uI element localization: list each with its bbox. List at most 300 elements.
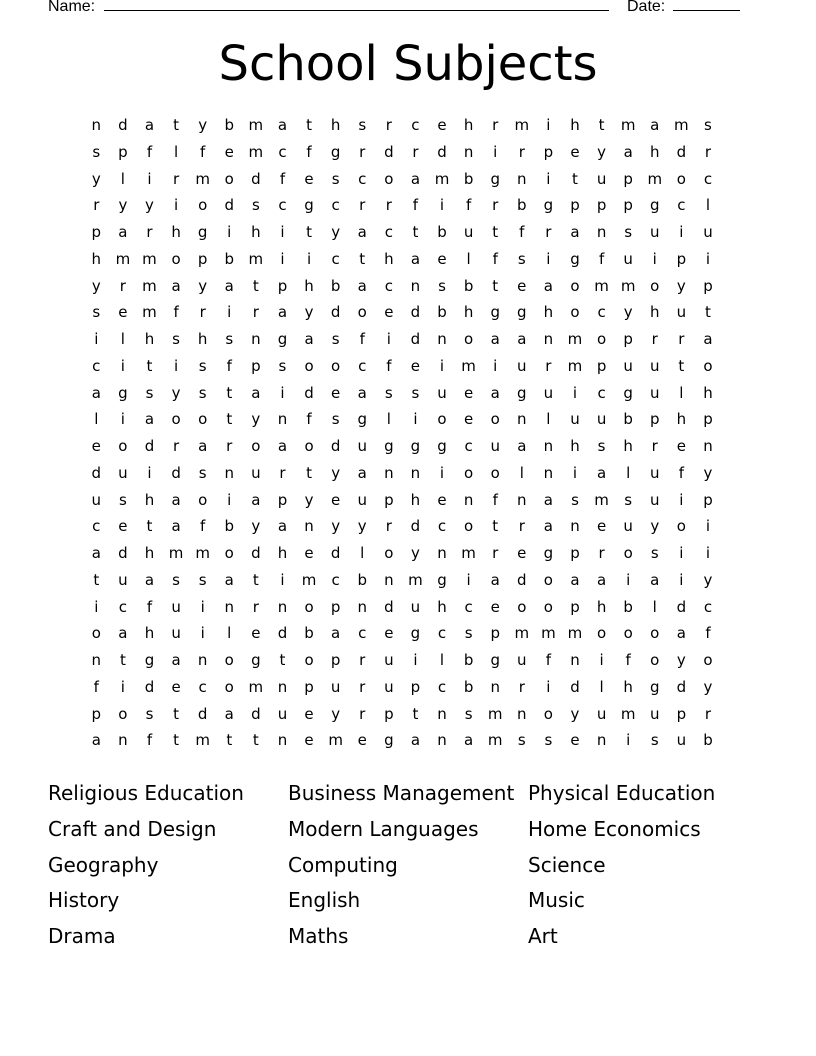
- grid-letter: o: [437, 410, 447, 429]
- grid-letter: n: [437, 544, 447, 562]
- grid-letter: l: [360, 544, 365, 562]
- grid-letter: m: [594, 276, 609, 295]
- grid-letter: o: [464, 330, 474, 348]
- grid-letter: h: [384, 249, 394, 268]
- grid-letter: b: [437, 223, 447, 241]
- grid-letter: f: [200, 142, 206, 161]
- grid-letter: t: [306, 463, 312, 482]
- name-blank-line: [104, 10, 609, 11]
- grid-letter: a: [224, 570, 234, 589]
- grid-letter: b: [463, 651, 474, 669]
- grid-letter: i: [94, 597, 99, 616]
- grid-letter: c: [118, 597, 128, 616]
- grid-letter: o: [650, 276, 660, 295]
- grid-letter: d: [197, 704, 208, 723]
- grid-letter: p: [410, 677, 421, 696]
- grid-letter: t: [572, 169, 578, 188]
- grid-letter: y: [198, 116, 208, 134]
- grid-letter: n: [224, 463, 235, 482]
- grid-letter: o: [517, 597, 527, 616]
- grid-letter: r: [704, 142, 712, 161]
- grid-letter: n: [384, 463, 394, 482]
- grid-letter: o: [543, 704, 553, 723]
- letter-grid: [83, 112, 721, 754]
- grid-letter: a: [410, 249, 421, 268]
- grid-letter: r: [598, 544, 605, 562]
- grid-letter: n: [570, 651, 580, 669]
- grid-letter: s: [517, 731, 526, 750]
- grid-letter: d: [330, 544, 341, 562]
- grid-letter: t: [146, 517, 153, 536]
- grid-letter: o: [650, 624, 660, 643]
- grid-letter: c: [597, 383, 606, 402]
- grid-letter: f: [226, 356, 232, 375]
- grid-letter: m: [514, 624, 530, 643]
- grid-letter: e: [676, 437, 686, 455]
- grid-letter: m: [461, 544, 476, 562]
- grid-letter: a: [304, 330, 314, 348]
- grid-letter: h: [463, 303, 474, 322]
- grid-letter: o: [490, 410, 500, 429]
- grid-letter: u: [650, 704, 660, 723]
- grid-letter: n: [490, 677, 500, 696]
- grid-letter: m: [620, 276, 636, 295]
- grid-letter: p: [570, 544, 580, 562]
- grid-letter: u: [490, 437, 500, 455]
- grid-letter: m: [142, 249, 157, 268]
- grid-letter: o: [224, 169, 234, 188]
- grid-letter: r: [518, 677, 525, 696]
- grid-letter: e: [517, 544, 527, 562]
- grid-letter: t: [412, 223, 419, 241]
- grid-letter: b: [623, 410, 633, 429]
- grid-letter: a: [517, 330, 527, 348]
- grid-letter: g: [543, 196, 554, 215]
- grid-letter: o: [304, 356, 314, 375]
- grid-letter: l: [386, 410, 391, 429]
- grid-letter: m: [567, 356, 583, 375]
- grid-letter: i: [546, 677, 551, 696]
- grid-letter: n: [463, 142, 474, 161]
- grid-letter: t: [226, 410, 233, 429]
- grid-letter: h: [623, 437, 633, 455]
- grid-letter: h: [171, 223, 181, 241]
- grid-letter: s: [571, 490, 579, 509]
- grid-letter: a: [277, 116, 288, 134]
- grid-letter: a: [464, 731, 474, 750]
- grid-letter: p: [330, 651, 341, 669]
- grid-letter: n: [596, 223, 607, 241]
- grid-letter: t: [492, 276, 499, 295]
- grid-letter: h: [570, 116, 580, 134]
- grid-letter: s: [331, 410, 340, 429]
- grid-letter: u: [650, 383, 660, 402]
- word-list-item: Business Management: [288, 781, 515, 805]
- grid-letter: i: [705, 544, 711, 562]
- grid-letter: b: [703, 731, 713, 750]
- word-list-item: Computing: [288, 852, 398, 877]
- grid-letter: s: [198, 383, 207, 402]
- grid-letter: y: [251, 410, 261, 429]
- grid-letter: r: [252, 303, 259, 322]
- grid-letter: u: [384, 651, 394, 669]
- grid-letter: r: [545, 356, 552, 375]
- grid-letter: n: [197, 651, 208, 669]
- grid-letter: h: [463, 116, 474, 134]
- grid-letter: d: [330, 437, 341, 455]
- grid-letter: c: [331, 570, 340, 589]
- grid-letter: i: [280, 570, 285, 589]
- grid-letter: r: [412, 142, 419, 161]
- grid-letter: t: [598, 116, 605, 134]
- grid-letter: y: [650, 517, 660, 536]
- grid-letter: p: [623, 196, 633, 215]
- grid-letter: y: [703, 463, 713, 482]
- grid-letter: r: [146, 223, 153, 241]
- grid-letter: c: [278, 142, 287, 161]
- grid-letter: o: [570, 276, 580, 295]
- grid-letter: o: [171, 410, 181, 429]
- grid-letter: d: [410, 330, 421, 348]
- grid-letter: u: [118, 570, 128, 589]
- grid-letter: u: [703, 223, 713, 241]
- grid-letter: n: [517, 169, 527, 188]
- grid-letter: h: [543, 303, 554, 322]
- grid-letter: t: [93, 570, 100, 589]
- grid-letter: e: [490, 597, 500, 616]
- grid-letter: t: [306, 116, 312, 134]
- word-list: [48, 776, 768, 955]
- grid-letter: i: [227, 490, 232, 509]
- grid-letter: b: [330, 276, 341, 295]
- grid-letter: o: [490, 463, 500, 482]
- grid-letter: n: [570, 517, 580, 536]
- grid-letter: g: [197, 223, 208, 241]
- grid-letter: o: [224, 677, 234, 696]
- grid-letter: a: [570, 570, 580, 589]
- grid-letter: t: [226, 383, 233, 402]
- grid-letter: g: [304, 196, 314, 215]
- grid-letter: g: [277, 330, 288, 348]
- grid-letter: a: [277, 303, 288, 322]
- grid-letter: r: [199, 303, 206, 322]
- grid-letter: s: [384, 383, 393, 402]
- grid-letter: o: [703, 356, 713, 375]
- grid-letter: g: [517, 383, 527, 402]
- grid-letter: g: [410, 437, 421, 455]
- grid-letter: b: [623, 597, 633, 616]
- word-list-item: English: [288, 888, 361, 913]
- grid-letter: d: [676, 677, 687, 696]
- grid-letter: o: [623, 544, 633, 562]
- grid-letter: o: [304, 651, 314, 669]
- grid-letter: p: [623, 169, 633, 188]
- grid-letter: d: [437, 142, 447, 161]
- grid-letter: e: [224, 142, 234, 161]
- grid-letter: i: [546, 169, 551, 188]
- grid-letter: h: [437, 597, 447, 616]
- grid-letter: i: [227, 303, 232, 322]
- grid-letter: n: [543, 437, 554, 455]
- grid-letter: n: [437, 330, 447, 348]
- grid-letter: u: [384, 677, 394, 696]
- grid-letter: c: [92, 517, 101, 536]
- grid-letter: c: [703, 597, 713, 616]
- grid-letter: a: [171, 517, 181, 536]
- grid-letter: e: [463, 383, 474, 402]
- grid-letter: y: [91, 276, 101, 295]
- grid-letter: n: [224, 597, 235, 616]
- grid-letter: e: [331, 490, 341, 509]
- grid-letter: p: [384, 704, 394, 723]
- grid-letter: p: [251, 356, 261, 375]
- grid-letter: o: [198, 196, 208, 215]
- grid-letter: r: [518, 517, 525, 536]
- grid-letter: c: [278, 196, 287, 215]
- grid-letter: p: [384, 490, 394, 509]
- grid-letter: y: [304, 490, 314, 509]
- grid-letter: u: [676, 731, 687, 750]
- grid-letter: e: [463, 410, 474, 429]
- grid-letter: a: [91, 383, 101, 402]
- grid-letter: n: [118, 731, 128, 750]
- grid-letter: p: [304, 677, 314, 696]
- grid-letter: n: [304, 517, 314, 536]
- grid-letter: n: [517, 704, 527, 723]
- grid-letter: u: [623, 356, 633, 375]
- grid-letter: g: [437, 437, 447, 455]
- grid-letter: h: [330, 116, 341, 134]
- grid-letter: l: [679, 383, 684, 402]
- grid-letter: m: [248, 249, 264, 268]
- grid-letter: m: [434, 169, 450, 188]
- grid-letter: i: [147, 169, 152, 188]
- grid-letter: c: [677, 196, 686, 215]
- grid-letter: i: [626, 731, 631, 750]
- grid-letter: i: [679, 223, 684, 241]
- grid-letter: s: [411, 383, 420, 402]
- grid-letter: i: [466, 570, 471, 589]
- grid-letter: r: [119, 276, 126, 295]
- grid-letter: t: [173, 731, 180, 750]
- grid-letter: p: [570, 597, 580, 616]
- grid-letter: o: [676, 169, 686, 188]
- grid-letter: c: [703, 169, 713, 188]
- grid-letter: s: [331, 169, 340, 188]
- grid-letter: l: [546, 410, 551, 429]
- grid-letter: f: [173, 303, 179, 322]
- grid-letter: r: [385, 116, 392, 134]
- grid-letter: f: [519, 223, 525, 241]
- grid-letter: s: [650, 731, 659, 750]
- grid-letter: h: [623, 677, 633, 696]
- grid-letter: i: [200, 597, 205, 616]
- grid-letter: l: [626, 463, 631, 482]
- word-list-item: Craft and Design: [48, 816, 217, 841]
- grid-letter: a: [596, 463, 607, 482]
- grid-letter: y: [198, 276, 208, 295]
- grid-letter: n: [437, 731, 447, 750]
- grid-letter: g: [490, 169, 500, 188]
- grid-letter: b: [224, 116, 235, 134]
- word-list-item: Art: [528, 924, 558, 948]
- grid-letter: d: [224, 196, 235, 215]
- grid-letter: e: [570, 731, 580, 750]
- grid-letter: t: [252, 731, 259, 750]
- grid-letter: m: [195, 731, 210, 750]
- grid-letter: h: [144, 624, 155, 643]
- grid-letter: n: [357, 597, 367, 616]
- grid-letter: o: [464, 463, 474, 482]
- grid-letter: p: [197, 249, 208, 268]
- grid-letter: r: [545, 223, 552, 241]
- grid-letter: n: [251, 330, 261, 348]
- grid-letter: y: [410, 544, 420, 562]
- grid-letter: s: [704, 116, 712, 134]
- grid-letter: n: [277, 677, 288, 696]
- grid-letter: n: [543, 330, 554, 348]
- grid-letter: p: [91, 223, 102, 241]
- grid-letter: g: [490, 303, 500, 322]
- grid-letter: g: [144, 651, 155, 669]
- name-label: Name:: [48, 0, 96, 15]
- grid-letter: i: [94, 330, 99, 348]
- header: [48, 0, 748, 18]
- grid-letter: s: [145, 383, 154, 402]
- grid-letter: a: [277, 437, 288, 455]
- grid-letter: u: [277, 704, 288, 723]
- grid-letter: f: [598, 249, 605, 268]
- grid-letter: f: [625, 651, 631, 669]
- grid-letter: a: [91, 731, 101, 750]
- grid-letter: u: [437, 383, 447, 402]
- grid-letter: o: [224, 651, 234, 669]
- grid-letter: p: [490, 624, 500, 643]
- grid-letter: r: [704, 704, 712, 723]
- grid-letter: r: [651, 437, 658, 455]
- grid-letter: a: [251, 383, 261, 402]
- grid-letter: y: [676, 651, 686, 669]
- grid-letter: g: [410, 624, 421, 643]
- grid-letter: o: [304, 597, 314, 616]
- grid-letter: c: [437, 677, 447, 696]
- grid-letter: n: [596, 731, 607, 750]
- grid-letter: i: [572, 463, 578, 482]
- grid-letter: m: [248, 142, 264, 161]
- grid-letter: e: [517, 276, 527, 295]
- grid-letter: s: [438, 276, 446, 295]
- grid-letter: s: [172, 330, 180, 348]
- grid-letter: p: [650, 410, 660, 429]
- word-list-item: Home Economics: [528, 816, 701, 841]
- grid-letter: d: [384, 597, 394, 616]
- grid-letter: p: [118, 142, 128, 161]
- grid-letter: g: [330, 142, 341, 161]
- grid-letter: s: [358, 116, 367, 134]
- grid-letter: y: [597, 142, 607, 161]
- grid-letter: i: [173, 196, 179, 215]
- grid-letter: m: [594, 490, 609, 509]
- grid-letter: d: [91, 463, 102, 482]
- grid-letter: g: [623, 383, 633, 402]
- grid-letter: y: [703, 570, 713, 589]
- grid-letter: f: [705, 624, 711, 643]
- grid-letter: h: [570, 437, 580, 455]
- grid-letter: m: [142, 303, 157, 322]
- word-list-item: Drama: [48, 924, 116, 948]
- grid-letter: u: [676, 303, 687, 322]
- grid-letter: i: [386, 330, 391, 348]
- grid-letter: o: [91, 624, 101, 643]
- grid-letter: e: [437, 490, 447, 509]
- grid-letter: s: [251, 196, 260, 215]
- grid-letter: y: [331, 223, 341, 241]
- grid-letter: n: [277, 597, 288, 616]
- grid-letter: t: [705, 303, 711, 322]
- grid-letter: a: [650, 570, 660, 589]
- grid-letter: g: [357, 410, 367, 429]
- grid-letter: u: [118, 463, 128, 482]
- grid-letter: d: [517, 570, 527, 589]
- grid-letter: i: [679, 570, 684, 589]
- grid-letter: h: [91, 249, 102, 268]
- grid-letter: e: [596, 517, 607, 536]
- grid-letter: f: [306, 142, 312, 161]
- grid-letter: c: [384, 223, 393, 241]
- grid-letter: m: [567, 330, 583, 348]
- grid-letter: m: [487, 731, 503, 750]
- grid-letter: u: [650, 463, 660, 482]
- grid-letter: t: [226, 731, 233, 750]
- grid-letter: i: [306, 249, 312, 268]
- grid-letter: e: [251, 624, 261, 643]
- grid-letter: n: [277, 410, 288, 429]
- grid-letter: h: [596, 597, 607, 616]
- grid-letter: r: [651, 330, 658, 348]
- grid-letter: u: [171, 597, 181, 616]
- grid-letter: a: [596, 570, 607, 589]
- grid-letter: b: [517, 196, 527, 215]
- grid-letter: a: [118, 223, 128, 241]
- grid-letter: y: [304, 303, 314, 322]
- grid-letter: m: [195, 544, 210, 562]
- grid-letter: d: [144, 677, 155, 696]
- grid-letter: y: [357, 517, 367, 536]
- grid-letter: o: [251, 437, 261, 455]
- grid-letter: l: [120, 330, 125, 348]
- grid-letter: o: [304, 437, 314, 455]
- grid-letter: m: [168, 544, 184, 562]
- grid-letter: r: [359, 704, 366, 723]
- grid-letter: d: [570, 677, 580, 696]
- grid-letter: p: [703, 490, 713, 509]
- grid-letter: d: [118, 544, 128, 562]
- grid-letter: g: [384, 437, 394, 455]
- grid-letter: u: [623, 249, 633, 268]
- grid-letter: r: [172, 169, 180, 188]
- grid-letter: i: [147, 463, 152, 482]
- grid-letter: r: [252, 597, 259, 616]
- grid-letter: i: [439, 463, 445, 482]
- grid-letter: a: [570, 223, 580, 241]
- grid-letter: o: [331, 356, 341, 375]
- grid-letter: a: [543, 490, 553, 509]
- grid-letter: f: [146, 142, 153, 161]
- grid-letter: i: [280, 223, 285, 241]
- grid-letter: a: [543, 276, 553, 295]
- grid-letter: n: [703, 437, 713, 455]
- grid-letter: p: [277, 276, 288, 295]
